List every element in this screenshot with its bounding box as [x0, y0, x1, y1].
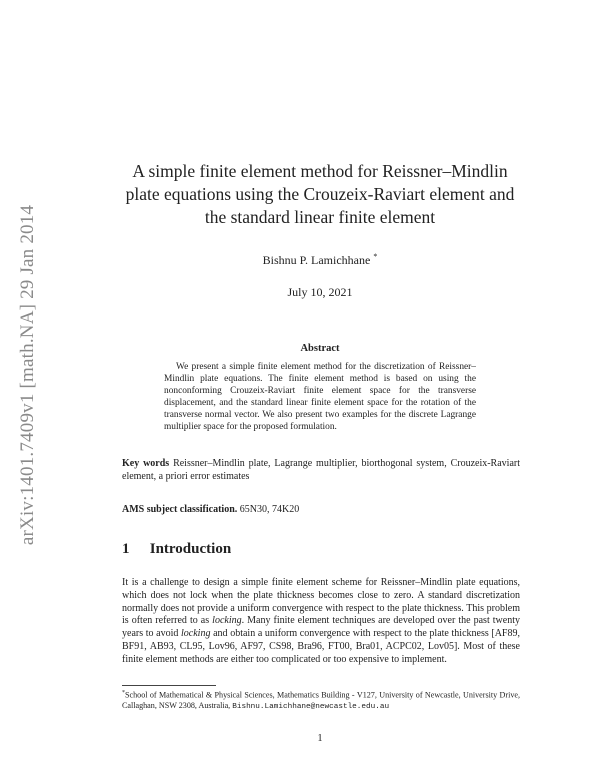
section-heading	[122, 541, 231, 558]
footnote-affiliation: School of Mathematical & Physical Sciences, Mathematics Building - V127, University of Newcastle, University Drive, Callaghan, NSW 2308, Australia,	[122, 690, 520, 711]
intro-text-1: It is a challenge to design a simple finite element scheme for Reissner–Mindlin plate equations, which does not lock when the plate thickness becomes close to zero. A standard discretization normally does not provide a uniform convergence with respect to the plate thickness. This problem is often referred to as	[122, 577, 520, 627]
title-line-1: A simple finite element method for Reissner–Mindlin	[132, 161, 508, 181]
footnote-mark: *	[122, 690, 125, 696]
intro-emphasis-2: locking	[181, 628, 211, 640]
ams-codes: 65N30, 74K20	[239, 504, 300, 515]
abstract-body: We present a simple finite element method for the discretization of Reissner–Mindlin plate equations. The finite element method is based on using the nonconforming Crouzeix-Raviart finite element space for the transverse displacement, and the standard linear finite element space for the rotation of the transverse normal vector. We also present two examples for the discrete Lagrange multiplier space for the proposed formulation.	[164, 362, 476, 432]
author-line	[110, 252, 530, 268]
paper-date: July 10, 2021	[287, 285, 353, 299]
ams-classification	[122, 504, 520, 515]
intro-paragraph	[122, 577, 520, 667]
author-footnote-mark: *	[373, 252, 378, 261]
keywords-text: Reissner–Mindlin plate, Lagrange multiplier, biorthogonal system, Crouzeix-Raviart element, a priori error estimates	[122, 458, 520, 482]
section-title: Introduction	[149, 541, 232, 557]
intro-text-2: . Many finite element techniques are developed over the past twenty years to avoid	[122, 615, 520, 640]
arxiv-stamp	[14, 198, 42, 552]
footnote-rule	[122, 685, 216, 686]
title-line-3: the standard linear finite element	[204, 207, 436, 227]
intro-emphasis-1: locking	[212, 615, 242, 627]
section-number: 1	[122, 541, 130, 557]
page-number: 1	[317, 733, 323, 744]
footnote-email: Bishnu.Lamichhane@newcastle.edu.au	[232, 703, 390, 712]
ams-label: AMS subject classification.	[122, 504, 238, 515]
paper-title	[110, 160, 530, 229]
keywords	[122, 457, 520, 483]
intro-text-3: and obtain a uniform convergence with respect to the plate thickness [AF89, BF91, AB93, CL95, Lov96, AF97, CS98, Bra96, FT00, Bra01, ACPC02, Lov05]. Most of these finite element methods are either too complicated or too expensive to implement.	[122, 628, 520, 665]
keywords-label: Key words	[122, 458, 170, 469]
author-name: Bishnu P. Lamichhane	[262, 253, 371, 267]
footnote	[122, 688, 520, 713]
title-line-2: plate equations using the Crouzeix-Raviart element and	[125, 184, 515, 204]
abstract-heading: Abstract	[300, 343, 340, 354]
arxiv-identifier: arXiv:1401.7409v1 [math.NA] 29 Jan 2014	[17, 204, 39, 546]
